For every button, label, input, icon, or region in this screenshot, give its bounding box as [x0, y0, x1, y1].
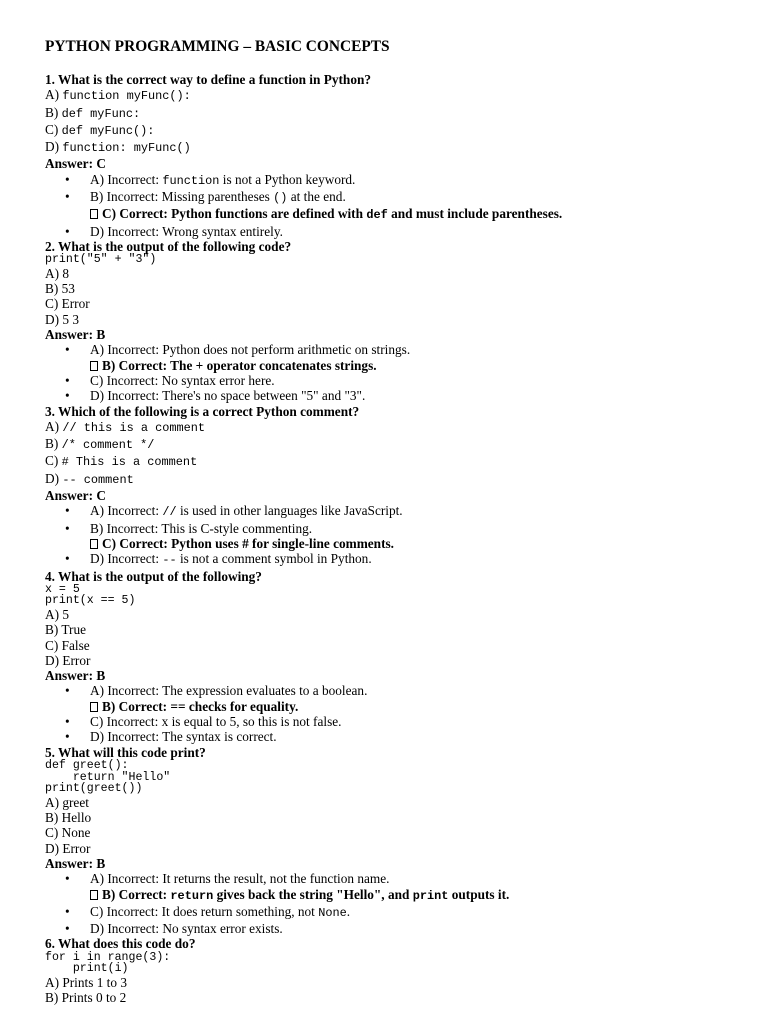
bullet-icon: • [65, 171, 70, 187]
code-line: return "Hello" [45, 770, 171, 784]
answer-option [45, 87, 745, 104]
explanation-text: B) Correct: The + operator concatenates strings. [102, 357, 377, 373]
explanation-text: D) Incorrect: There's no space between "5" and "3". [90, 388, 366, 404]
correct-explanation [45, 206, 745, 223]
answer-key: Answer: B [45, 855, 106, 871]
check-box-icon [90, 890, 98, 900]
incorrect-explanation [45, 714, 745, 729]
inline-code: return [170, 888, 214, 903]
inline-code: // [162, 505, 177, 520]
incorrect-explanation [45, 373, 745, 388]
answer-option [45, 105, 745, 122]
explanation-list [45, 683, 745, 744]
explanation-text: D) Incorrect: The syntax is correct. [90, 729, 277, 745]
answer-option [45, 841, 745, 856]
answer-option [45, 990, 745, 1005]
bullet-icon: • [65, 388, 70, 404]
incorrect-explanation [45, 224, 745, 239]
explanation-text: is not a Python keyword. [219, 171, 356, 187]
explanation-text: A) Incorrect: Python does not perform arithmetic on strings. [90, 342, 411, 358]
bullet-icon: • [65, 683, 70, 699]
explanation-text: at the end. [287, 189, 346, 205]
option-prefix: B) [45, 104, 62, 120]
code-line: def greet(): [45, 758, 129, 772]
bullet-icon: • [65, 871, 70, 887]
answer-option [45, 975, 745, 990]
incorrect-explanation [45, 921, 745, 936]
code-line: print("5" + "3") [45, 253, 157, 267]
incorrect-explanation [45, 729, 745, 744]
option-code: // this is a comment [62, 420, 206, 435]
answer-option [45, 825, 745, 840]
question-block [45, 404, 745, 569]
option-prefix: B) Hello [45, 810, 92, 826]
option-code: -- comment [62, 472, 134, 487]
option-prefix: B) [45, 436, 62, 452]
option-code: function myFunc(): [62, 89, 191, 104]
explanation-text: A) Incorrect: The expression evaluates to a boolean. [90, 683, 368, 699]
correct-explanation [45, 699, 745, 714]
explanation-text: A) Incorrect: It returns the result, not the function name. [90, 871, 390, 887]
incorrect-explanation [45, 342, 745, 357]
inline-code: function [162, 173, 220, 188]
question-text: 2. What is the output of the following code? [45, 238, 292, 254]
option-code: /* comment */ [61, 438, 155, 453]
option-code: # This is a comment [61, 455, 198, 470]
explanation-text: B) Incorrect: This is C-style commenting. [90, 520, 313, 536]
question-text: 6. What does this code do? [45, 936, 196, 952]
inline-code: None [318, 905, 347, 920]
answer-option [45, 810, 745, 825]
explanation-text: A) Incorrect: [90, 503, 163, 519]
option-prefix: D) 5 3 [45, 311, 79, 327]
explanation-list [45, 871, 745, 936]
question-text: 5. What will this code print? [45, 744, 206, 760]
code-line: print(i) [45, 962, 129, 976]
inline-code: def [366, 208, 388, 223]
question-text: 4. What is the output of the following? [45, 568, 262, 584]
bullet-icon: • [65, 520, 70, 536]
option-prefix: D) Error [45, 840, 91, 856]
option-prefix: A) Prints 1 to 3 [45, 974, 128, 990]
question-text: 3. Which of the following is a correct Python comment? [45, 403, 360, 419]
explanation-text: D) Incorrect: Wrong syntax entirely. [90, 223, 283, 239]
incorrect-explanation [45, 871, 745, 886]
inline-code: print [412, 888, 449, 903]
answer-key: Answer: C [45, 488, 106, 504]
explanation-text: B) Incorrect: Missing parentheses [90, 189, 274, 205]
answer-option [45, 453, 745, 470]
bullet-icon: • [65, 903, 70, 919]
inline-code: () [273, 191, 288, 206]
check-box-icon [90, 539, 98, 549]
question-block [45, 239, 745, 404]
answer-option [45, 419, 745, 436]
option-code: def myFunc: [61, 106, 141, 121]
correct-explanation [45, 887, 745, 904]
code-line: for i in range(3): [45, 950, 171, 964]
option-prefix: B) 53 [45, 281, 75, 297]
incorrect-explanation [45, 388, 745, 403]
explanation-list [45, 342, 745, 403]
explanation-text: C) Incorrect: No syntax error here. [90, 372, 275, 388]
option-prefix: A) 8 [45, 265, 70, 281]
document-title: PYTHON PROGRAMMING – BASIC CONCEPTS [45, 38, 390, 55]
explanation-text: C) Incorrect: It does return something, not [90, 903, 319, 919]
code-line: print(x == 5) [45, 594, 136, 608]
incorrect-explanation [45, 521, 745, 536]
answer-option [45, 436, 745, 453]
option-prefix: D) [45, 470, 63, 486]
explanation-text: is not a comment symbol in Python. [176, 551, 372, 567]
explanation-text: A) Incorrect: [90, 171, 163, 187]
explanation-text: C) Incorrect: x is equal to 5, so this is not false. [90, 714, 342, 730]
explanation-text: . [346, 903, 351, 919]
bullet-icon: • [65, 372, 70, 388]
answer-option [45, 471, 745, 488]
explanation-text: B) Correct: [102, 886, 171, 902]
incorrect-explanation [45, 189, 745, 206]
option-prefix: A) 5 [45, 606, 70, 622]
correct-explanation [45, 358, 745, 373]
option-prefix: C) False [45, 637, 90, 653]
question-text: 1. What is the correct way to define a function in Python? [45, 72, 372, 87]
answer-option [45, 638, 745, 653]
answer-option [45, 139, 745, 156]
option-prefix: C) [45, 121, 62, 137]
answer-option [45, 653, 745, 668]
question-block [45, 745, 745, 937]
code-line: x = 5 [45, 582, 80, 596]
bullet-icon: • [65, 223, 70, 239]
bullet-icon: • [65, 342, 70, 358]
correct-explanation [45, 536, 745, 551]
bullet-icon: • [65, 503, 70, 519]
bullet-icon: • [65, 729, 70, 745]
option-prefix: A) [45, 87, 63, 103]
option-prefix: C) Error [45, 296, 90, 312]
explanation-text: C) Correct: Python functions are defined with [102, 206, 367, 222]
explanation-text: outputs it. [448, 886, 510, 902]
explanation-text: is used in other languages like JavaScript. [176, 503, 403, 519]
check-box-icon [90, 361, 98, 371]
answer-option [45, 266, 745, 281]
explanation-text: C) Correct: Python uses # for single-line comments. [102, 535, 394, 551]
questions-list [45, 72, 745, 1005]
incorrect-explanation [45, 683, 745, 698]
incorrect-explanation [45, 904, 745, 921]
explanation-text: gives back the string "Hello", and [213, 886, 413, 902]
bullet-icon: • [65, 551, 70, 567]
bullet-icon: • [65, 189, 70, 205]
option-prefix: C) None [45, 825, 91, 841]
question-block [45, 72, 745, 239]
check-box-icon [90, 209, 98, 219]
explanation-text: D) Incorrect: No syntax error exists. [90, 921, 283, 937]
option-prefix: A) greet [45, 794, 89, 810]
incorrect-explanation [45, 503, 745, 520]
option-prefix: D) Error [45, 652, 91, 668]
question-block [45, 936, 745, 1005]
bullet-icon: • [65, 921, 70, 937]
answer-option [45, 795, 745, 810]
option-prefix: B) True [45, 622, 87, 638]
check-box-icon [90, 702, 98, 712]
explanation-text: and must include parentheses. [387, 206, 563, 222]
answer-key: Answer: B [45, 668, 106, 684]
option-prefix: B) Prints 0 to 2 [45, 990, 127, 1006]
code-line: print(greet()) [45, 782, 143, 796]
answer-option [45, 312, 745, 327]
answer-option [45, 281, 745, 296]
answer-option [45, 622, 745, 637]
inline-code: -- [162, 553, 177, 568]
option-code: def myFunc(): [61, 123, 155, 138]
answer-key: Answer: C [45, 156, 106, 172]
incorrect-explanation [45, 172, 745, 189]
explanation-list [45, 503, 745, 568]
explanation-text: D) Incorrect: [90, 551, 163, 567]
answer-option [45, 607, 745, 622]
bullet-icon: • [65, 714, 70, 730]
option-prefix: C) [45, 453, 62, 469]
question-block [45, 569, 745, 745]
explanation-text: B) Correct: == checks for equality. [102, 698, 299, 714]
incorrect-explanation [45, 551, 745, 568]
answer-option [45, 122, 745, 139]
answer-option [45, 296, 745, 311]
explanation-list [45, 172, 745, 239]
option-prefix: A) [45, 418, 63, 434]
option-code: function: myFunc() [62, 141, 191, 156]
option-prefix: D) [45, 139, 63, 155]
answer-key: Answer: B [45, 327, 106, 343]
